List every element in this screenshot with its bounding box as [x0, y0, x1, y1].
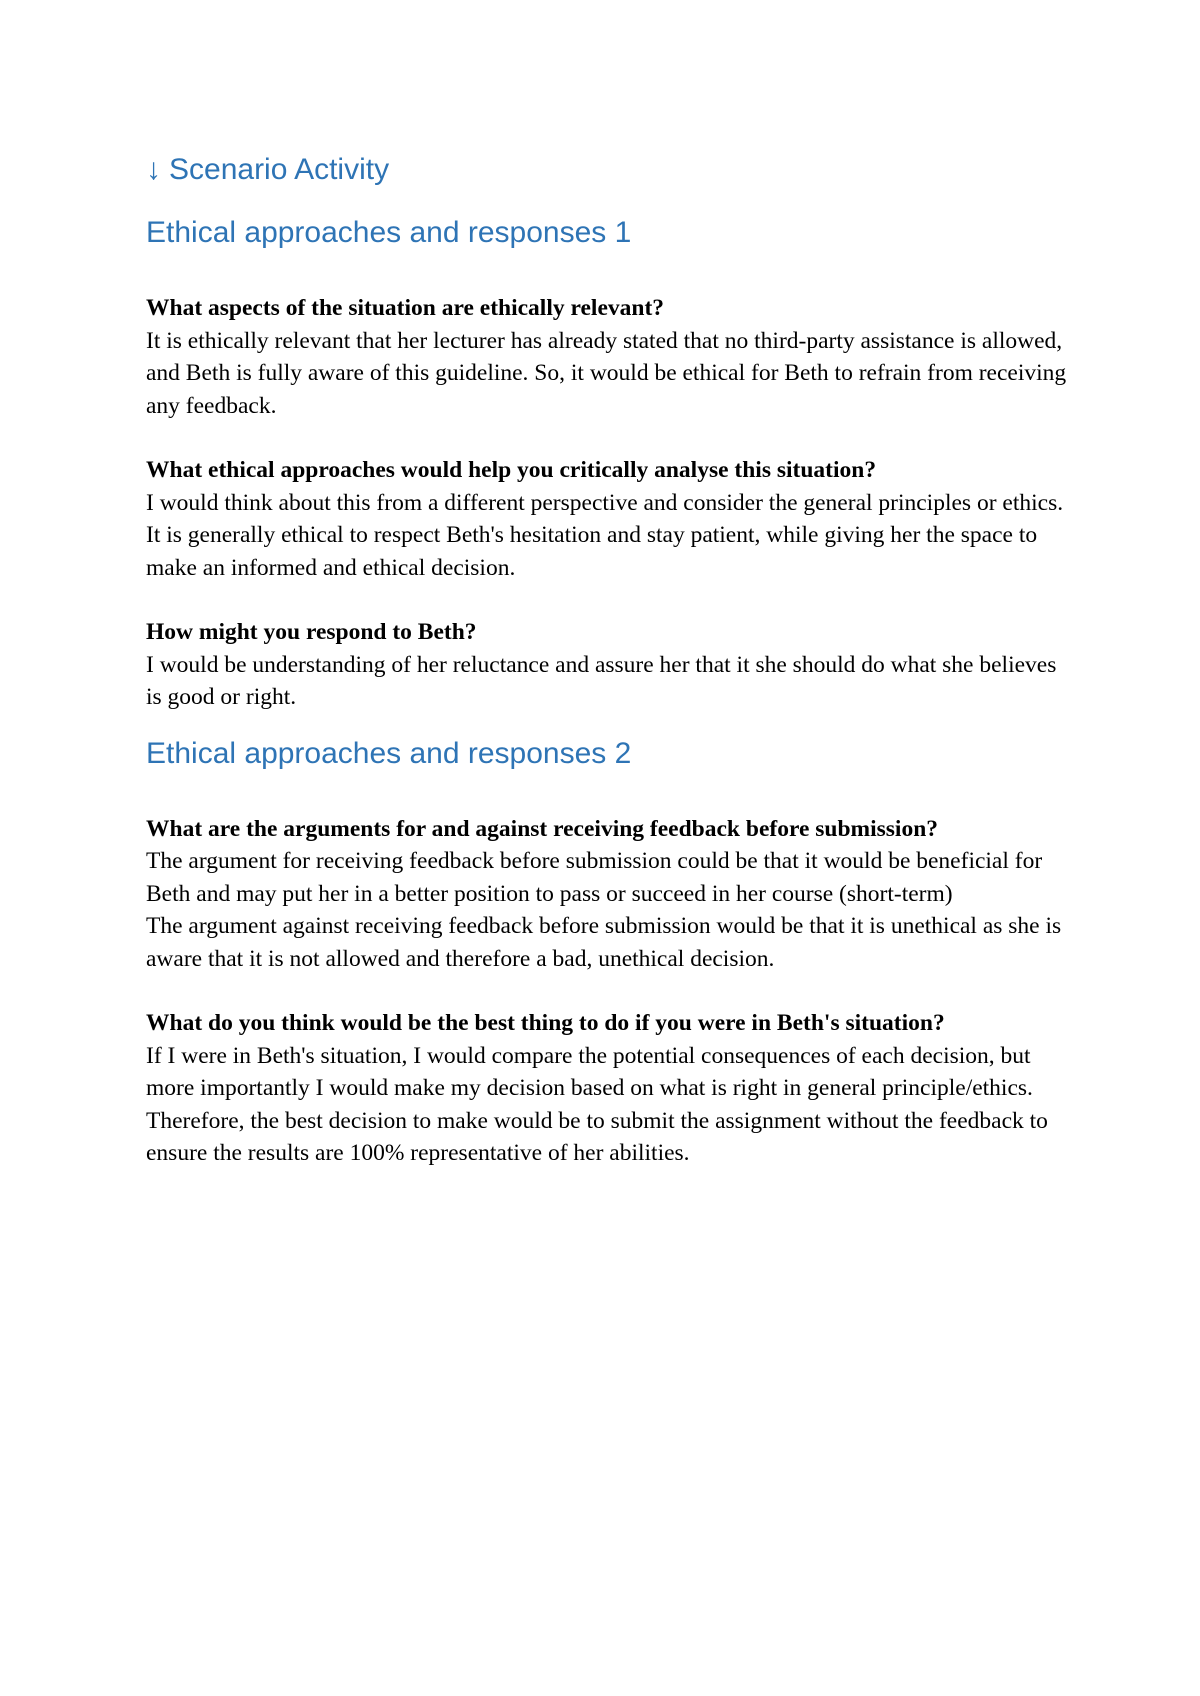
section-1-body	[146, 292, 1076, 714]
document-title	[146, 150, 1076, 189]
qa-block	[146, 616, 1076, 714]
qa-block	[146, 454, 1076, 584]
qa-block	[146, 292, 1076, 422]
answer-text: The argument against receiving feedback before submission would be that it is unethical as she is aware that it is not allowed and therefore a bad, unethical decision.	[146, 913, 1062, 972]
question-text: How might you respond to Beth?	[146, 619, 477, 645]
document-page	[146, 150, 1076, 1170]
document-title-text: Scenario Activity	[169, 153, 390, 186]
answer-text: The argument for receiving feedback before submission could be that it would be beneficial for Beth and may put her in a better position to pass or succeed in her course (short-term)	[146, 848, 1043, 907]
qa-block	[146, 813, 1076, 976]
down-arrow-icon: ↓	[146, 153, 161, 186]
qa-block	[146, 1007, 1076, 1170]
answer-text: I would think about this from a different perspective and consider the general principles or ethics. It is generally ethical to respect Beth's hesitation and stay patient, while giving her the space to make an informed and ethical decision.	[146, 489, 1064, 581]
section-2-heading: Ethical approaches and responses 2	[146, 736, 632, 770]
section-2-body	[146, 813, 1076, 1170]
question-text: What do you think would be the best thing to do if you were in Beth's situation?	[146, 1010, 945, 1036]
question-text: What are the arguments for and against receiving feedback before submission?	[146, 815, 939, 842]
answer-text: It is ethically relevant that her lecturer has already stated that no third-party assistance is allowed, and Beth is fully aware of this guideline. So, it would be ethical for Beth to refrain from receiving any feedback.	[146, 327, 1067, 419]
answer-text: If I were in Beth's situation, I would compare the potential consequences of each decision, but more importantly I would make my decision based on what is right in general principle/ethics. Therefore, the best decision to make would be to submit the assignment without the feedback to ensure the results are 100% representative of her abilities.	[146, 1042, 1048, 1166]
answer-text: I would be understanding of her reluctance and assure her that it she should do what she believes is good or right.	[146, 651, 1057, 710]
section-1-heading: Ethical approaches and responses 1	[146, 216, 632, 249]
question-text: What aspects of the situation are ethically relevant?	[146, 295, 665, 321]
question-text: What ethical approaches would help you critically analyse this situation?	[146, 457, 877, 483]
